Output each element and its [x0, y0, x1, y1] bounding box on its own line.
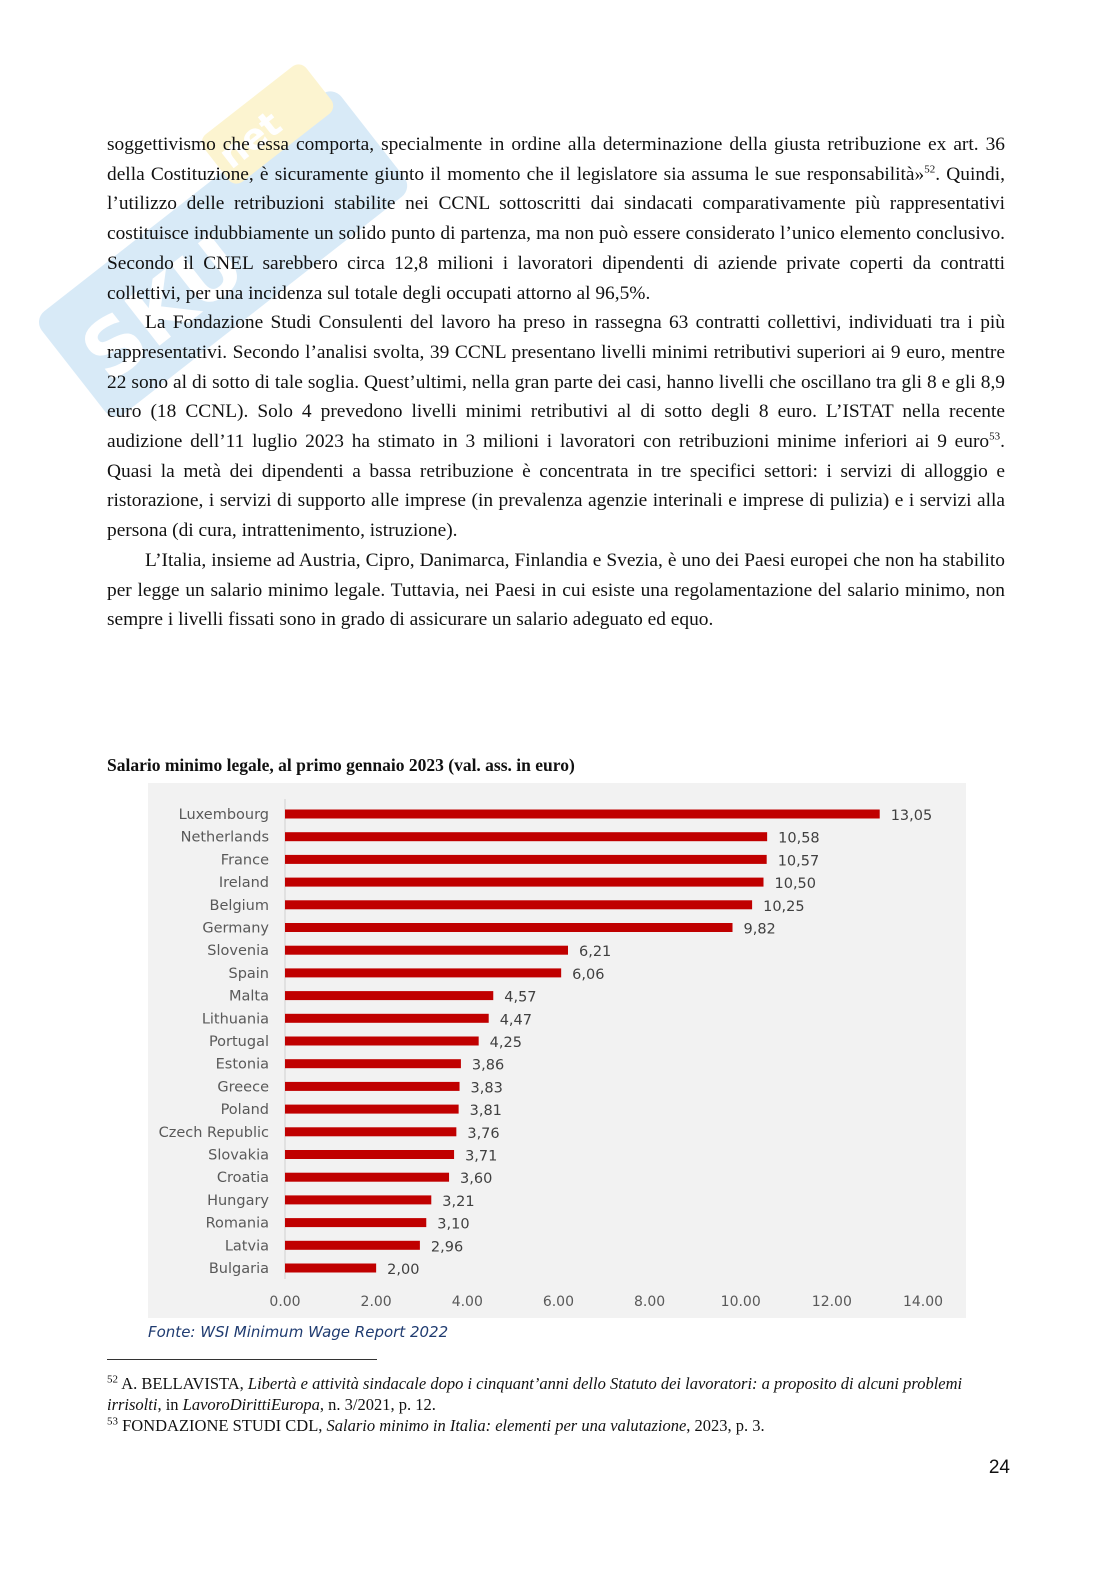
x-tick-label: 8.00: [633, 1294, 666, 1310]
body-text: [107, 130, 1005, 635]
page-number: 24: [988, 1457, 1010, 1478]
bar: [285, 1264, 376, 1273]
bar: [285, 1105, 459, 1114]
data-label: 4,25: [489, 1035, 522, 1051]
bar: [285, 1037, 479, 1046]
data-label: 3,76: [467, 1125, 500, 1142]
x-tick-label: 14.00: [902, 1294, 944, 1310]
bar: [285, 1127, 456, 1136]
footnote-ref-53[interactable]: 53: [989, 430, 1001, 443]
category-label: Croatia: [216, 1170, 269, 1187]
paragraph-3: L’Italia, insieme ad Austria, Cipro, Danimarca, Finlandia e Svezia, è uno dei Paesi europei che non ha stabilito per legge un salario minimo legale. Tuttavia, nei Paesi in cui esiste una regolamentazione del salario minimo, non sempre i livelli fissati sono in grado di assicurare un salario adeguato ed equo.: [107, 549, 1005, 631]
category-label: Czech Republic: [158, 1124, 269, 1141]
x-tick-label: 10.00: [720, 1294, 761, 1310]
x-tick-label: 2.00: [360, 1294, 392, 1310]
x-tick-label: 12.00: [811, 1294, 852, 1310]
category-label: Malta: [229, 988, 269, 1005]
chart-canvas: [148, 783, 966, 1318]
category-label: Netherlands: [180, 829, 269, 846]
category-label: Estonia: [215, 1056, 269, 1073]
bar: [285, 878, 764, 887]
category-label: France: [220, 852, 269, 869]
category-label: Poland: [220, 1102, 269, 1119]
svg-text:SKU: SKU: [65, 218, 262, 400]
chart-source: Fonte: WSI Minimum Wage Report 2022: [148, 1323, 449, 1341]
footnotes: [107, 1373, 1005, 1436]
data-label: 10,58: [778, 830, 820, 847]
category-label: Lithuania: [201, 1011, 269, 1028]
data-label: 2,96: [430, 1239, 464, 1256]
category-label: Hungary: [207, 1192, 269, 1209]
category-label: Slovenia: [207, 943, 269, 960]
bar: [285, 810, 880, 819]
bar: [285, 1195, 431, 1204]
data-label: 10,57: [777, 853, 820, 870]
bar: [285, 1173, 449, 1182]
data-label: 9,82: [743, 921, 776, 938]
bar: [285, 1014, 489, 1023]
data-label: 4,57: [504, 989, 537, 1006]
svg-text:net: net: [211, 103, 290, 178]
data-label: 10,50: [774, 876, 817, 893]
data-label: 6,06: [572, 966, 605, 983]
bar-chart: [148, 783, 966, 1318]
category-label: Greece: [217, 1079, 269, 1096]
bar: [285, 1218, 426, 1227]
footnote-52: $^{52}$ A. BELLAVISTA, Libertà e attività sindacale dopo i cinquant’anni dello Statuto dei lavoratori: a proposito di alcuni problemi irrisolti, in LavoroDirittiEuropa, n. 3/2021, p. 12.: [107, 1373, 963, 1414]
data-label: 13,05: [890, 808, 933, 824]
x-tick-label: 6.00: [542, 1294, 575, 1310]
bar: [285, 832, 767, 841]
bar: [285, 1150, 454, 1159]
bar: [285, 991, 493, 1000]
bar: [285, 1241, 420, 1250]
category-label: Romania: [205, 1215, 269, 1232]
category-label: Luxembourg: [178, 807, 269, 823]
data-label: 6,21: [578, 944, 612, 961]
paragraph-1: soggettivismo che essa comporta, specialmente in ordine alla determinazione della giusta retribuzione ex art. 36 della Costituzione, è sicuramente giunto il momento che il legislatore sia assuma le sue responsabilità»$^{52}$. Quindi, l’utilizzo delle retribuzioni stabilite nei CCNL sottoscritti dai sindacati comparativamente più rappresentativi costituisce indubbiamente un solido punto di partenza, ma non può essere considerato l’unico elemento conclusivo. Secondo il CNEL sarebbero circa 12,8 milioni i lavoratori dipendenti di aziende private coperti da contratti collettivi, per una incidenza sul totale degli occupati attorno al 96,5%.: [107, 134, 1005, 304]
bar: [285, 968, 561, 977]
data-label: 3,86: [471, 1057, 505, 1074]
category-label: Germany: [202, 920, 269, 937]
footnote-divider: [107, 1359, 377, 1360]
data-label: 3,21: [442, 1193, 475, 1210]
bar: [285, 1059, 461, 1068]
data-label: 3,83: [470, 1080, 503, 1097]
category-label: Belgium: [209, 897, 269, 914]
bar: [285, 1082, 460, 1091]
footnote-ref-52[interactable]: 52: [924, 163, 936, 176]
bar: [285, 855, 767, 864]
x-tick-label: 4.00: [451, 1294, 483, 1310]
bar: [285, 900, 752, 909]
category-label: Slovakia: [208, 1147, 269, 1164]
paragraph-2: La Fondazione Studi Consulenti del lavoro ha preso in rassegna 63 contratti collettivi, individuati tra i più rappresentativi. Secondo l’analisi svolta, 39 CCNL presentano livelli minimi retributivi superiori ai 9 euro, mentre 22 sono al di sotto di tale soglia. Quest’ultimi, nella gran parte dei casi, hanno livelli che oscillano tra gli 8 e gli 8,9 euro (18 CCNL). Solo 4 prevedono livelli minimi retributivi al di sotto degli 8 euro. L’ISTAT nella recente audizione dell’11 luglio 2023 ha stimato in 3 milioni i lavoratori con retribuzioni minime inferiori ai 9 euro$^{53}$. Quasi la metà dei dipendenti a bassa retribuzione è concentrata in tre specifici settori: i servizi di alloggio e ristorazione, i servizi di supporto alle imprese (in prevalenza agenzie interinali e imprese di pulizia) e i servizi alla persona (di cura, intrattenimento, istruzione).: [107, 312, 1005, 542]
category-label: Bulgaria: [208, 1261, 269, 1277]
figure-caption: Salario minimo legale, al primo gennaio 2023 (val. ass. in euro): [107, 755, 575, 775]
bar: [285, 923, 733, 932]
category-label: Ireland: [218, 875, 269, 892]
data-label: 3,71: [465, 1148, 498, 1165]
footnote-53: $^{53}$ FONDAZIONE STUDI CDL, Salario minimo in Italia: elementi per una valutazione, 2023, p. 3.: [107, 1415, 765, 1435]
data-label: 4,47: [499, 1012, 533, 1029]
bar: [285, 946, 568, 955]
data-label: 3,60: [460, 1171, 493, 1188]
data-label: 2,00: [387, 1262, 420, 1278]
category-label: Portugal: [208, 1034, 269, 1050]
data-label: 3,10: [437, 1216, 470, 1233]
data-label: 3,81: [469, 1103, 502, 1120]
data-label: 10,25: [763, 898, 805, 915]
category-label: Latvia: [224, 1238, 269, 1255]
category-label: Spain: [228, 965, 269, 982]
x-tick-label: 0.00: [269, 1294, 301, 1310]
